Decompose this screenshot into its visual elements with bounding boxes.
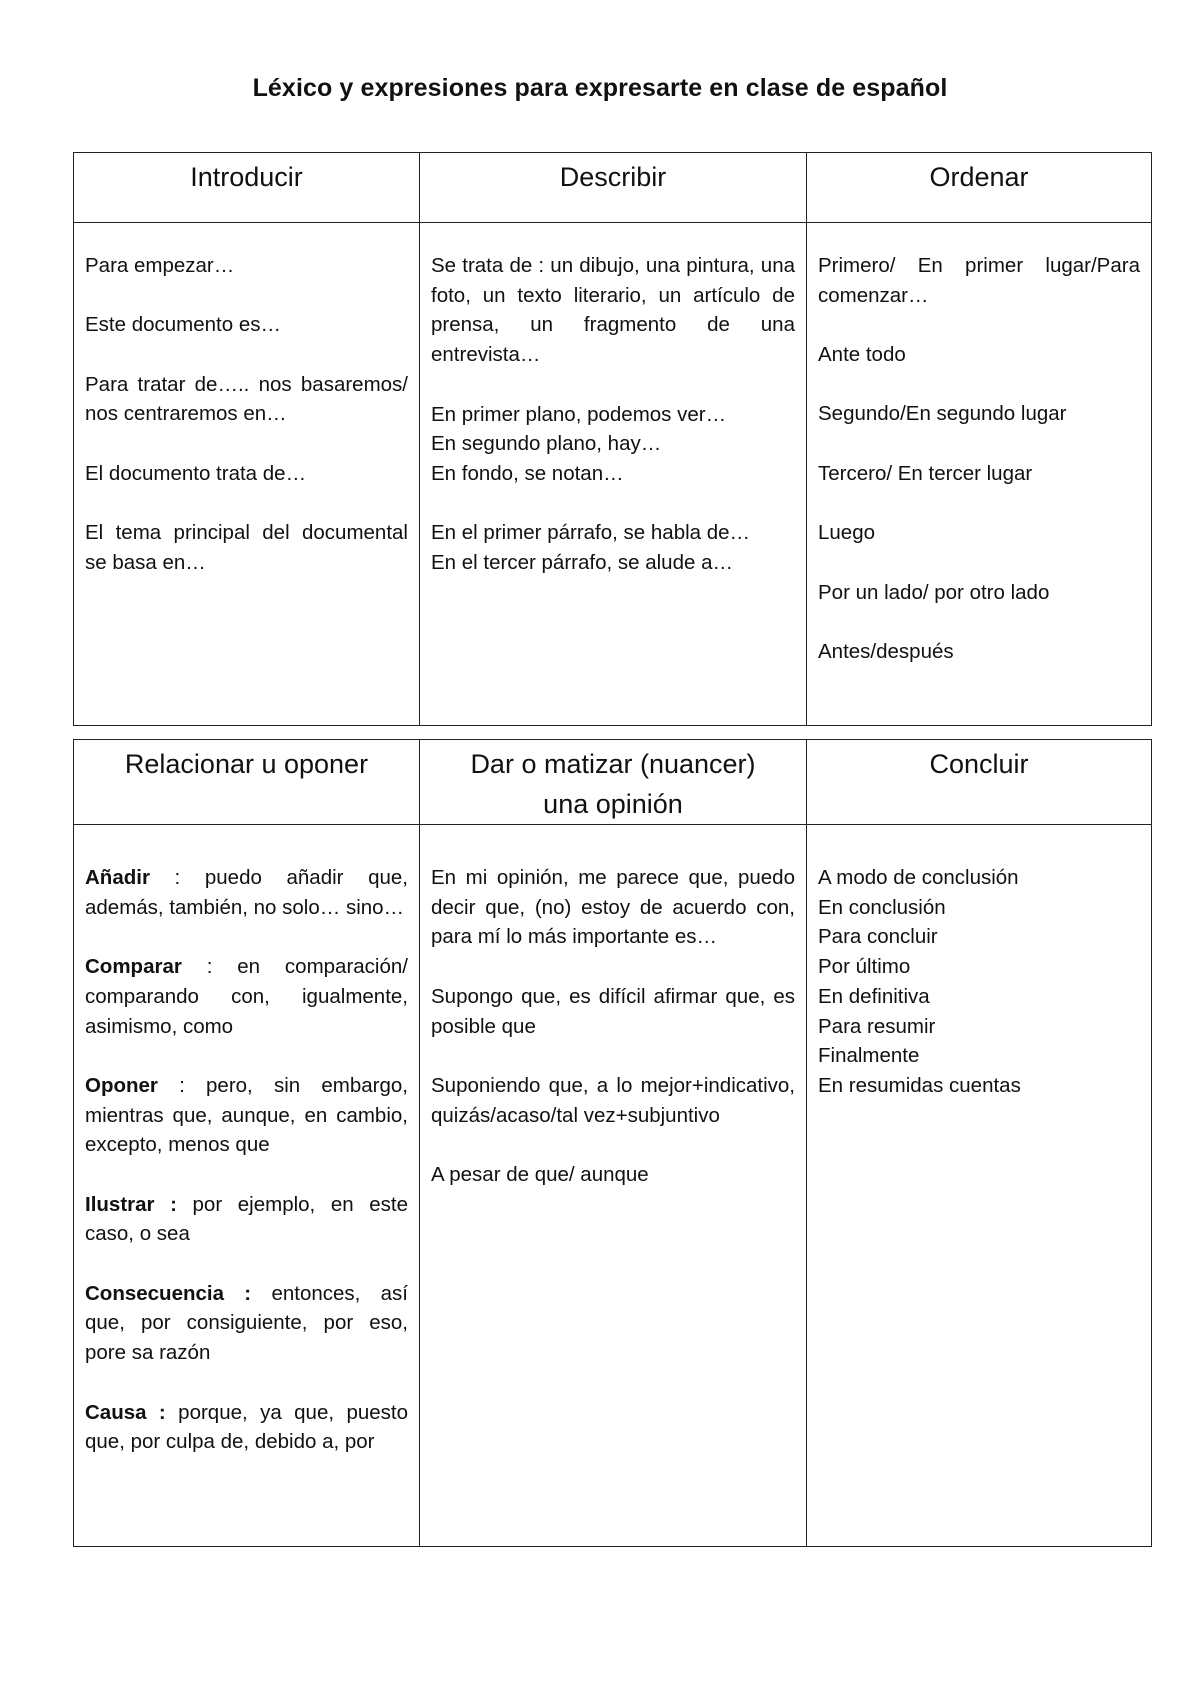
list-item [85,952,408,1041]
table-body-row [74,223,1152,726]
item-label: Oponer [85,1073,158,1097]
list-item: Este documento es… [85,313,281,337]
header-describir: Describir [420,153,807,223]
list-item: A pesar de que/ aunque [431,1162,649,1186]
header-opinion [420,740,807,825]
list-item [85,1190,408,1249]
cell-relacionar [74,825,420,1547]
list-item [85,1071,408,1160]
item-text: entonces, así que, por consiguiente, por eso, pore sa razón [85,1281,408,1365]
list-item: En segundo plano, hay… [431,432,662,456]
vocabulary-table-2 [73,739,1152,1547]
table-header-row [74,153,1152,223]
list-item: En conclusión [818,895,946,919]
list-item: Supongo que, es difícil afirmar que, es posible que [431,984,795,1038]
list-item: Luego [818,521,876,545]
concluir-list [818,863,1140,1101]
list-item: Por último [818,955,911,979]
list-item [85,863,408,922]
list-item: En mi opinión, me parece que, puedo decir que, (no) estoy de acuerdo con, para mí lo más importante es… [431,866,795,949]
list-item: A modo de conclusión [818,866,1019,889]
item-label: Consecuencia : [85,1281,252,1305]
cell-introducir [74,223,420,726]
list-item: El tema principal del documental se basa en… [85,521,408,574]
list-item: Ante todo [818,343,906,367]
item-text: : pero, sin embargo, mientras que, aunque, en cambio, excepto, menos que [85,1073,408,1157]
list-item: Por un lado/ por otro lado [818,580,1050,604]
header-relacionar: Relacionar u oponer [74,740,420,825]
item-label: Ilustrar : [85,1192,177,1216]
list-item [85,1279,408,1368]
list-item: En el primer párrafo, se habla de… [431,521,751,545]
list-item: Antes/después [818,640,954,664]
list-item: En definitiva [818,984,930,1008]
list-item: En fondo, se notan… [431,461,624,485]
list-item: Finalmente [818,1044,920,1068]
header-opinion-line-1: Dar o matizar (nuancer) [470,749,756,779]
list-item: Para resumir [818,1014,936,1038]
describir-group-plano [431,400,795,489]
cell-opinion [420,825,807,1547]
list-item [85,1398,408,1457]
item-text: : puedo añadir que, además, también, no solo… sino… [85,866,408,919]
describir-group-parrafo [431,518,795,577]
list-item: El documento trata de… [85,461,307,485]
table-header-row [74,740,1152,825]
item-text: por ejemplo, en este caso, o sea [85,1192,408,1246]
header-opinion-line-2: una opinión [543,789,683,819]
item-label: Comparar [85,955,182,979]
header-ordenar: Ordenar [807,153,1152,223]
list-item: Se trata de : un dibujo, una pintura, una foto, un texto literario, un artículo de prensa, un fragmento de una entrevista… [431,254,795,367]
list-item: En resumidas cuentas [818,1073,1021,1097]
item-text: porque, ya que, puesto que, por culpa de, debido a, por [85,1400,408,1454]
list-item: En primer plano, podemos ver… [431,402,727,426]
cell-concluir [807,825,1152,1547]
list-item: Para tratar de….. nos basaremos/ nos centraremos en… [85,372,408,426]
item-text: : en comparación/ comparando con, igualmente, asimismo, como [85,955,408,1038]
list-item: Tercero/ En tercer lugar [818,461,1033,485]
table-body-row [74,825,1152,1547]
cell-ordenar [807,223,1152,726]
list-item: Suponiendo que, a lo mejor+indicativo, quizás/acaso/tal vez+subjuntivo [431,1073,795,1127]
list-item: Para concluir [818,925,938,949]
item-label: Causa : [85,1400,166,1424]
item-label: Añadir [85,866,150,889]
list-item: Para empezar… [85,254,235,277]
page-title: Léxico y expresiones para expresarte en clase de español [252,74,948,102]
list-item: Primero/ En primer lugar/Para comenzar… [818,254,1140,307]
list-item: Segundo/En segundo lugar [818,402,1067,426]
list-item: En el tercer párrafo, se alude a… [431,551,733,574]
vocabulary-table-1 [73,152,1152,726]
cell-describir [420,223,807,726]
header-introducir: Introducir [74,153,420,223]
header-concluir: Concluir [807,740,1152,825]
